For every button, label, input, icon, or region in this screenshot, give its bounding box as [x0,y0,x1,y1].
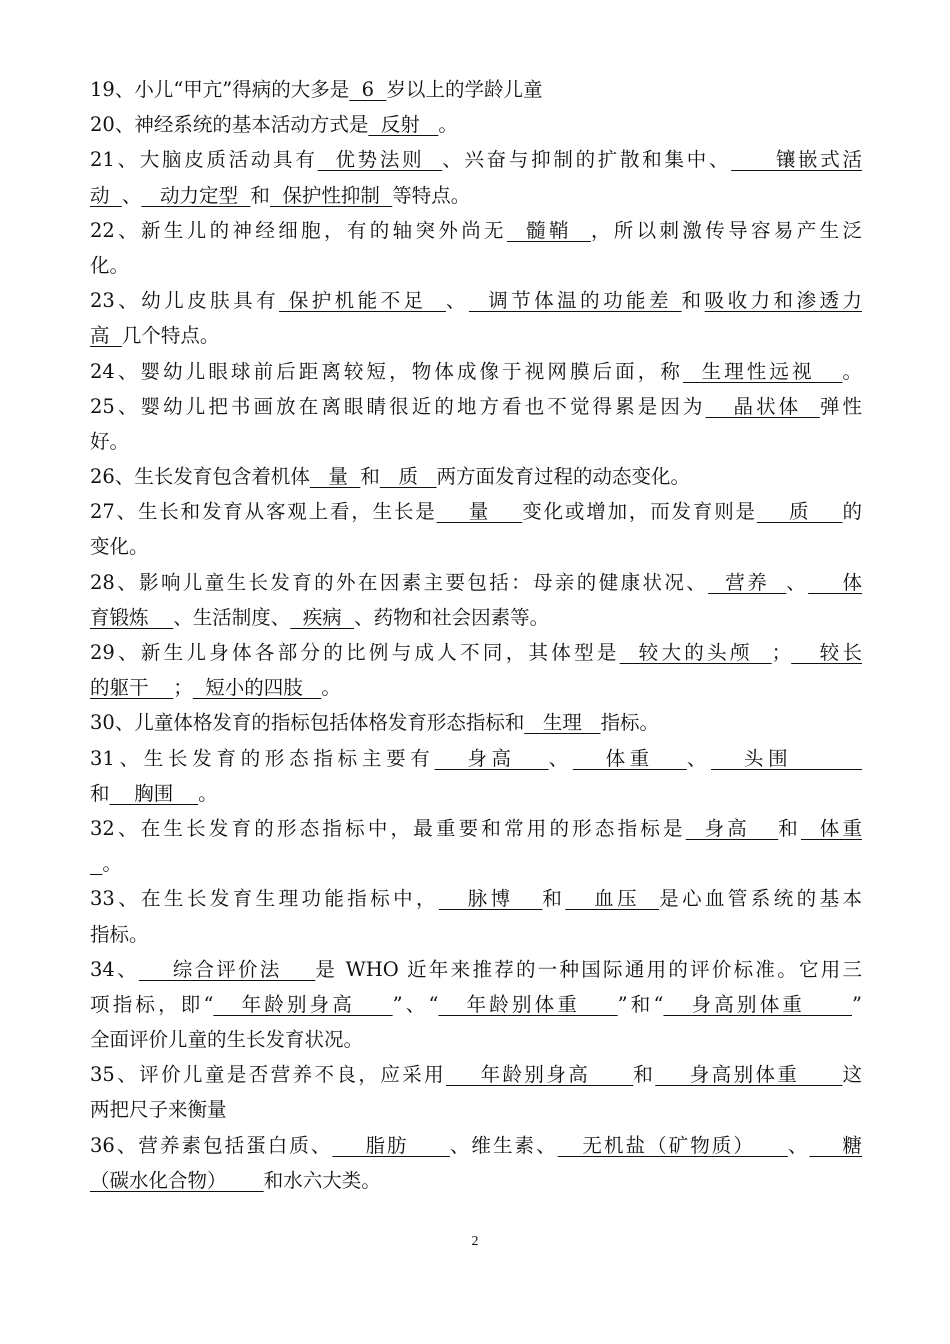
question-line [90,670,862,705]
answer-blank: 身高别体重 [655,1063,843,1087]
question-text: 项指标，即“ [90,992,214,1016]
question-text: ； [173,676,193,700]
question-text: 29、新生儿身体各部分的比例与成人不同，其体型是 [90,641,620,664]
question-line [90,917,862,952]
question-line [90,424,862,459]
answer-blank: 高 [90,324,122,348]
question-text: 26、生长发育包含着机体 [90,465,310,489]
answer-blank: 无机盐（矿物质） [557,1133,788,1157]
question-text: 、 [445,289,469,313]
question-line [90,107,862,142]
question-line [90,72,862,107]
question-text: 32、在生长发育的形态指标中，最重要和常用的形态指标是 [90,816,686,840]
question-text: 指标。 [600,711,660,735]
question-line [90,1128,862,1163]
question-text: 、生活制度、 [173,605,291,629]
question-text: 、 [787,1133,810,1157]
question-text: 、 [548,746,573,770]
answer-blank: 脉博 [438,887,543,911]
question-line [90,248,862,283]
question-text: 是 WHO 近年来推荐的一种国际通用的评价标准。它用三 [315,957,862,981]
question-text: 25、婴幼儿把书画放在离眼睛很近的地方看也不觉得累是因为 [90,394,706,418]
question-text: 28、影响儿童生长发育的外在因素主要包括：母亲的健康状况、 [90,570,709,594]
question-text: 21、大脑皮质活动具有 [90,148,318,172]
question-line [90,1163,862,1198]
answer-blank: 髓鞘 [506,218,591,242]
question-text: 和 [681,289,705,313]
question-text: 24、婴幼儿眼球前后距离较短，物体成像于视网膜后面，称 [90,359,683,383]
question-line [90,705,862,740]
question-line [90,846,862,881]
question-text: 35、评价儿童是否营养不良，应采用 [90,1063,447,1087]
question-text: 好。 [90,429,130,453]
question-line [90,494,862,529]
answer-blank: 年龄别身高 [213,992,393,1016]
answer-blank: 脂肪 [332,1133,450,1157]
question-text: 变化或增加，而发育则是 [522,500,757,524]
question-line [90,635,862,670]
question-line [90,952,862,987]
question-text: 36、营养素包括蛋白质、 [90,1133,333,1157]
answer-blank: 量 [436,500,523,524]
question-line [90,881,862,916]
answer-blank: 较大的头颅 [619,641,772,664]
question-text: 31、生长发育的形态指标主要有 [90,746,435,770]
answer-blank: 综合评价法 [138,957,316,981]
question-text: ”、“ [392,992,439,1016]
question-text: 27、生长和发育从客观上看，生长是 [90,500,437,524]
question-line [90,459,862,494]
question-text: 和 [542,887,566,911]
question-line [90,1022,862,1057]
answer-blank: 身高别体重 [663,992,853,1016]
answer-blank: 吸收力和渗透力 [704,289,862,313]
question-text: 。 [842,359,862,383]
question-text: 、维生素、 [449,1133,558,1157]
answer-blank: 营养 [708,570,787,594]
answer-blank: 镶嵌式活 [731,148,862,172]
question-text: ； [771,641,792,664]
question-text: 23、幼儿皮肤具有 [90,289,280,313]
answer-blank: 疾病 [290,605,355,629]
question-text: 弹性 [819,394,862,418]
answer-blank: 的躯干 [90,676,174,700]
answer-blank: 调节体温的功能差 [468,289,682,313]
answer-blank: 短小的四肢 [192,676,322,700]
question-text: 、 [686,746,712,770]
question-text: 、兴奋与抑制的扩散和集中、 [442,148,732,172]
question-text: 20、神经系统的基本活动方式是 [90,113,369,137]
answer-blank: 质 [379,465,437,489]
question-text: 化。 [90,253,130,277]
answer-blank: 生理 [524,711,601,735]
question-line [90,142,862,177]
question-text: 等特点。 [392,183,471,207]
document-body [90,72,862,1198]
answer-blank: 胸围 [109,781,199,805]
answer-blank: 优势法则 [317,148,443,172]
question-text: 全面评价儿童的生长发育状况。 [90,1028,364,1052]
question-text: 。 [438,113,458,137]
question-line [90,389,862,424]
question-line [90,178,862,213]
question-text: ”和“ [617,992,664,1016]
question-text: 、 [786,570,809,594]
answer-blank: 育锻炼 [90,605,174,629]
answer-blank: 量 [309,465,361,489]
page-number: 2 [471,1234,479,1249]
question-text: 几个特点。 [121,324,220,348]
question-text: 这 [842,1063,862,1087]
question-line [90,1057,862,1092]
answer-blank: 生理性远视 [682,359,843,383]
answer-blank: 身高 [434,746,549,770]
question-text: 19、小儿“甲亢”得病的大多是 [90,78,350,101]
question-text: 34、 [90,957,139,981]
question-text: 、药物和社会因素等。 [354,605,550,629]
answer-blank: 糖 [809,1133,862,1157]
answer-blank: 动力定型 [141,183,251,207]
question-text: 指标。 [90,922,149,946]
answer-blank: 保护机能不足 [279,289,446,313]
question-text: 和水六大类。 [263,1168,381,1192]
question-text: 30、儿童体格发育的指标包括体格发育形态指标和 [90,711,525,735]
answer-blank: 较长 [791,641,862,664]
answer-blank: 反射 [368,113,439,137]
question-line [90,987,862,1022]
question-text: 和 [633,1063,656,1087]
question-text: 的 [842,500,862,524]
question-text: 岁以上的学龄儿童 [386,78,543,101]
question-text: 33、在生长发育生理功能指标中， [90,887,439,911]
question-line [90,318,862,353]
question-text: 和 [250,183,270,207]
question-line [90,354,862,389]
answer-blank: 保护性抑制 [269,183,393,207]
answer-blank: 质 [756,500,843,524]
question-text: 、 [121,183,142,207]
answer-blank: 身高 [685,816,779,840]
answer-blank: 头围 [711,746,862,770]
question-text: 和 [778,816,801,840]
question-text: 变化。 [90,535,149,559]
question-text: 。 [198,781,218,805]
question-line [90,213,862,248]
question-text: 。 [321,676,341,700]
question-text: 22、新生儿的神经细胞，有的轴突外尚无 [90,218,507,242]
question-line [90,741,862,776]
question-text: 和 [360,465,380,489]
answer-blank: 晶状体 [705,394,820,418]
question-text: 两把尺子来衡量 [90,1098,227,1122]
answer-blank: 血压 [565,887,660,911]
question-line [90,776,862,811]
answer-blank: 体 [808,570,862,594]
answer-blank: 年龄别体重 [438,992,618,1016]
question-line [90,600,862,635]
question-text: 是心血管系统的基本 [659,887,862,911]
question-text: 和 [90,781,110,805]
question-text: 两方面发育过程的动态变化。 [436,465,691,489]
answer-blank: 动 [90,183,122,207]
question-text: ” [852,992,862,1016]
question-line [90,811,862,846]
answer-blank: 6 [349,78,387,101]
question-text: ，所以刺激传导容易产生泛 [590,218,862,242]
answer-blank: 体重 [800,816,862,840]
answer-blank [90,852,102,875]
answer-blank: 体重 [572,746,687,770]
question-text: 。 [102,852,122,876]
question-line [90,1092,862,1127]
answer-blank: 年龄别身高 [446,1063,634,1087]
answer-blank: （碳水化合物） [90,1168,264,1192]
question-line [90,529,862,564]
question-line [90,283,862,318]
question-line [90,565,862,600]
